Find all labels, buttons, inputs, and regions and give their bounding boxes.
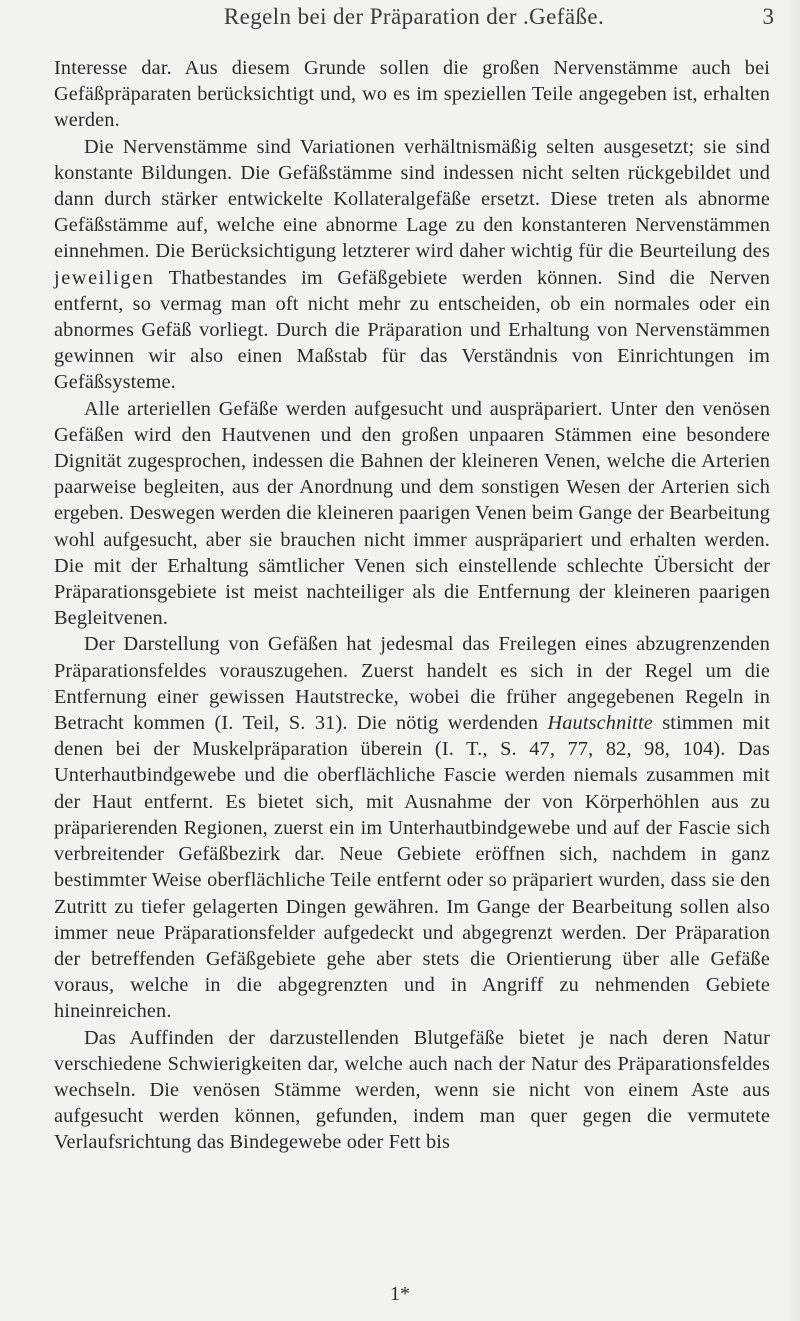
paragraph-text: Der Darstellung von Gefäßen hat jedesmal das Freilegen eines abzugrenzenden Präparationsfeldes vorauszugehen. Zuerst handelt es sich in der Regel um die Entfernung einer gewissen Hautstrecke, wobei die früher angegebenen Regeln in Betracht kommen (I. Teil, S. 31). Die nötig werdenden	[54, 633, 770, 735]
paragraph-5	[54, 1025, 770, 1156]
paragraph-text: Thatbestandes im Gefäßgebiete werden können. Sind die Nerven entfernt, so vermag man oft nicht mehr zu entscheiden, ob ein normales oder ein abnormes Gefäß vorliegt. Durch die Präparation und Erhaltung von Nervenstämmen gewinnen wir also einen Maßstab für das Verständnis von Einrichtungen im Gefäßsysteme.	[54, 266, 770, 394]
page-edge-shadow	[786, 0, 800, 1321]
paragraph-text: stimmen mit denen bei der Muskelpräparation überein (I. T., S. 47, 77, 82, 98, 104). Das Unterhautbindgewebe und die oberflächliche Fascie werden niemals zusammen mit der Haut entfernt. Es bietet sich, mit Ausnahme der von Körperhöhlen aus zu präparierenden Regionen, zuerst ein im Unterhautbindgewebe und auf der Fascie sich verbreitender Gefäßbezirk dar. Neue Gebiete eröffnen sich, nachdem in ganz bestimmter Weise oberflächliche Teile entfernt oder so präpariert wurden, dass sie den Zutritt zu tiefer gelagerten Dingen gewähren. Im Gange der Bearbeitung sollen also immer neue Präparationsfelder aufgedeckt und abgegrenzt werden. Der Präparation der betreffenden Gefäßgebiete gehe aber stets die Orientierung über alle Gefäße voraus, welche in die abgegrenzten und in Angriff zu nehmenden Gebiete hineinreichen.	[54, 712, 770, 1023]
paragraph-text: Alle arteriellen Gefäße werden aufgesucht und auspräpariert. Unter den venösen Gefäßen wird den Hautvenen und den großen unpaaren Stämmen eine besondere Dignität zugesprochen, indessen die Bahnen der kleineren Venen, welche die Arterien paarweise begleiten, aus der Anordnung und dem sonstigen Wesen der Arterien sich ergeben. Deswegen werden die kleineren paarigen Venen beim Gange der Bearbeitung wohl aufgesucht, aber sie brauchen nicht immer auspräpariert und erhalten werden. Die mit der Erhaltung sämtlicher Venen sich einstellende schlechte Übersicht der Präparationsgebiete ist meist nachteiliger als die Entfernung der kleineren paarigen Begleitvenen.	[54, 397, 770, 630]
page-number: 3	[762, 4, 774, 29]
paragraph-3	[54, 396, 770, 632]
paragraph-1	[54, 55, 770, 134]
paragraph-text: Die Nervenstämme sind Variationen verhältnismäßig selten ausgesetzt; sie sind konstante Bildungen. Die Gefäßstämme sind indessen nicht selten rückgebildet und dann durch stärker entwickelte Kollateralgefäße ersetzt. Diese treten als abnorme Gefäßstämme auf, welche eine abnorme Lage zu den konstanteren Nervenstämmen einnehmen. Die Berücksichtigung letzterer wird daher wichtig für die Beurteilung des	[54, 135, 770, 263]
paragraph-4	[54, 631, 770, 1024]
running-title: Regeln bei der Präparation der .Gefäße.	[223, 4, 605, 29]
running-head	[54, 4, 774, 40]
italic-term: Hautschnitte	[547, 712, 653, 735]
paragraph-text: Das Auffinden der darzustellenden Blutgefäße bietet je nach deren Natur verschiedene Schwierigkeiten dar, welche auch nach der Natur des Präparationsfeldes wechseln. Die venösen Stämme werden, wenn sie nicht von einem Aste aus aufgesucht werden können, gefunden, indem man quer gegen die vermutete Verlaufsrichtung das Bindegewebe oder Fett bis	[54, 1026, 770, 1154]
paragraph-text: Interesse dar. Aus diesem Grunde sollen die großen Nervenstämme auch bei Gefäßpräparaten berücksichtigt und, wo es im speziellen Teile angegeben ist, erhalten werden.	[54, 57, 770, 132]
signature-mark: 1*	[390, 1283, 410, 1305]
body-text	[54, 55, 770, 1156]
emphasized-word: jeweiligen	[54, 266, 155, 289]
paragraph-2	[54, 134, 770, 396]
